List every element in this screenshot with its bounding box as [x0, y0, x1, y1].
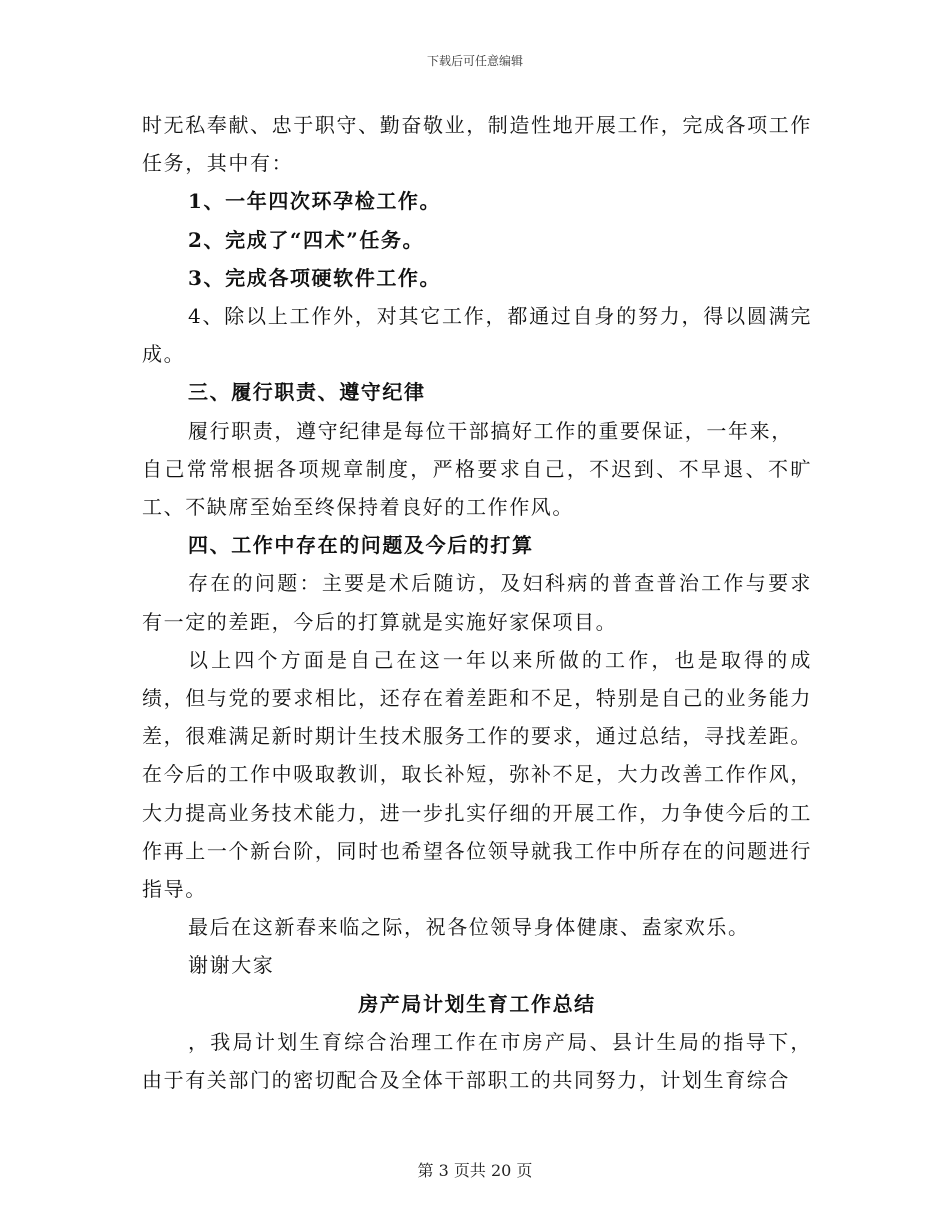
paragraph-summary: 以上四个方面是自己在这一年以来所做的工作，也是取得的成绩，但与党的要求相比，还存在着差距和不足，特别是自己的业务能力差，很难满足新时期计生技术服务工作的要求，通过总结，寻找差距。在今后的工作中吸取教训，取长补短，弥补不足，大力改善工作作风，大力提高业务技术能力，进一步扎实仔细的开展工作，力争使今后的工作再上一个新台阶，同时也希望各位领导就我工作中所存在的问题进行指导。 — [142, 647, 812, 902]
paragraph-duties-2: 自己常常根据各项规章制度，严格要求自己，不迟到、不早退、不旷工、不缺席至始至终保持着良好的工作作风。 — [142, 456, 812, 520]
paragraph-new-section: ，我局计划生育综合治理工作在市房产局、县计生局的指导下，由于有关部门的密切配合及全体干部职工的共同努力，计划生育综合 — [142, 1029, 812, 1093]
paragraph-wishes: 最后在这新春来临之际，祝各位领导身体健康、盍家欢乐。 — [188, 915, 750, 940]
list-item-3: 3、完成各项硬软件工作。 — [188, 265, 442, 290]
section-heading-3: 三、履行职责、遵守纪律 — [188, 380, 426, 405]
list-item-2: 2、完成了“四术”任务。 — [188, 227, 425, 252]
page-header: 下载后可任意编辑 — [426, 54, 523, 68]
paragraph-duties-1: 履行职责，遵守纪律是每位干部搞好工作的重要保证，一年来， — [188, 418, 793, 443]
page-footer: 第 3 页共 20 页 — [417, 1161, 533, 1180]
paragraph-thanks: 谢谢大家 — [188, 953, 275, 978]
document-body — [142, 106, 812, 1099]
document-title: 房产局计划生育工作总结 — [358, 991, 596, 1016]
list-item-1: 1、一年四次环孕检工作。 — [188, 189, 442, 214]
paragraph-intro: 时无私奉献、忠于职守、勤奋敬业，制造性地开展工作，完成各项工作任务，其中有： — [142, 113, 812, 176]
paragraph-problems: 存在的问题：主要是术后随访，及妇科病的普查普治工作与要求有一定的差距，今后的打算就是实施好家保项目。 — [142, 571, 812, 634]
list-item-4: 4、除以上工作外，对其它工作，都通过自身的努力，得以圆满完成。 — [142, 304, 812, 367]
section-heading-4: 四、工作中存在的问题及今后的打算 — [188, 533, 534, 558]
